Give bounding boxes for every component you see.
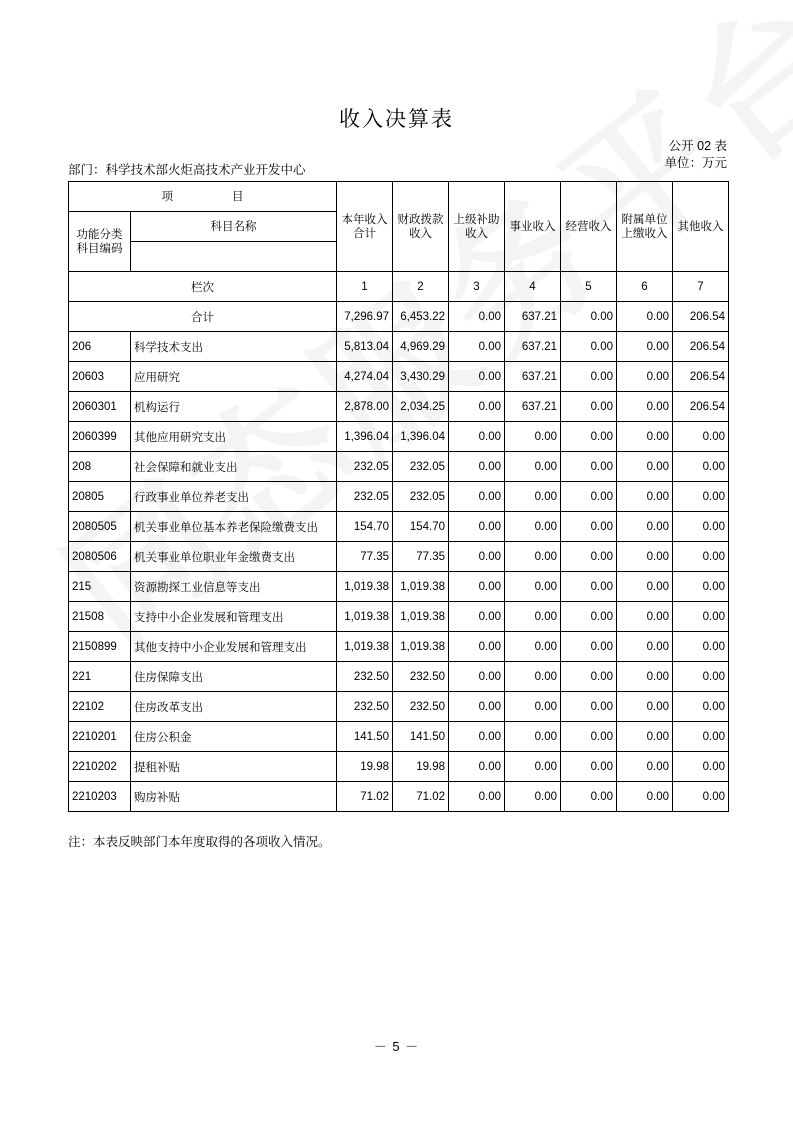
- total-value-4: 637.21: [505, 302, 561, 332]
- table-row: [69, 392, 729, 422]
- row-value-6: 0.00: [617, 362, 673, 392]
- column-number-6: 6: [617, 272, 673, 302]
- row-value-2: 154.70: [393, 512, 449, 542]
- row-value-1: 154.70: [337, 512, 393, 542]
- header-item-cell: 项 目: [69, 182, 337, 212]
- row-value-2: 232.50: [393, 662, 449, 692]
- row-value-5: 0.00: [561, 512, 617, 542]
- row-value-4: 0.00: [505, 482, 561, 512]
- row-value-7: 0.00: [673, 692, 729, 722]
- row-value-1: 71.02: [337, 782, 393, 812]
- row-value-7: 206.54: [673, 362, 729, 392]
- row-subject-name: 住房保障支出: [131, 662, 337, 692]
- row-subject-name: 住房改革支出: [131, 692, 337, 722]
- header-func-code-line2: 科目编码: [76, 242, 123, 255]
- row-value-2: 1,019.38: [393, 572, 449, 602]
- row-value-3: 0.00: [449, 782, 505, 812]
- row-value-2: 1,019.38: [393, 632, 449, 662]
- row-value-7: 206.54: [673, 332, 729, 362]
- row-value-7: 206.54: [673, 392, 729, 422]
- row-value-7: 0.00: [673, 752, 729, 782]
- row-subject-name: 科学技术支出: [131, 332, 337, 362]
- row-value-1: 232.05: [337, 452, 393, 482]
- header-col-5: 经营收入: [561, 182, 617, 272]
- row-value-2: 77.35: [393, 542, 449, 572]
- row-value-2: 19.98: [393, 752, 449, 782]
- row-value-3: 0.00: [449, 512, 505, 542]
- row-func-code: 221: [69, 662, 131, 692]
- row-value-5: 0.00: [561, 362, 617, 392]
- row-value-4: 637.21: [505, 392, 561, 422]
- row-value-4: 0.00: [505, 722, 561, 752]
- row-value-1: 141.50: [337, 722, 393, 752]
- row-value-7: 0.00: [673, 722, 729, 752]
- table-row: [69, 362, 729, 392]
- row-value-5: 0.00: [561, 692, 617, 722]
- row-value-4: 0.00: [505, 512, 561, 542]
- row-value-4: 0.00: [505, 542, 561, 572]
- row-value-4: 0.00: [505, 752, 561, 782]
- row-value-4: 0.00: [505, 452, 561, 482]
- row-value-5: 0.00: [561, 482, 617, 512]
- header-subject-name-cell: 科目名称: [131, 212, 337, 242]
- row-value-4: 0.00: [505, 692, 561, 722]
- row-value-7: 0.00: [673, 662, 729, 692]
- row-value-2: 141.50: [393, 722, 449, 752]
- total-value-6: 0.00: [617, 302, 673, 332]
- column-number-row: [69, 272, 729, 302]
- row-value-2: 1,396.04: [393, 422, 449, 452]
- row-value-1: 232.05: [337, 482, 393, 512]
- row-value-5: 0.00: [561, 452, 617, 482]
- table-row: [69, 332, 729, 362]
- column-number-4: 4: [505, 272, 561, 302]
- row-value-1: 77.35: [337, 542, 393, 572]
- row-value-3: 0.00: [449, 542, 505, 572]
- header-col-3: 上级补助收入: [449, 182, 505, 272]
- income-final-accounts-table: [68, 181, 729, 812]
- row-value-1: 1,019.38: [337, 632, 393, 662]
- table-body: [69, 182, 729, 812]
- row-value-3: 0.00: [449, 692, 505, 722]
- row-value-6: 0.00: [617, 542, 673, 572]
- table-row: [69, 482, 729, 512]
- row-value-6: 0.00: [617, 422, 673, 452]
- row-subject-name: 社会保障和就业支出: [131, 452, 337, 482]
- row-subject-name: 机关事业单位基本养老保险缴费支出: [131, 512, 337, 542]
- row-value-6: 0.00: [617, 332, 673, 362]
- row-value-2: 232.05: [393, 452, 449, 482]
- row-value-5: 0.00: [561, 632, 617, 662]
- total-row: [69, 302, 729, 332]
- row-value-3: 0.00: [449, 422, 505, 452]
- row-subject-name: 支持中小企业发展和管理支出: [131, 602, 337, 632]
- department-label: 部门：科学技术部火炬高技术产业开发中心: [68, 163, 306, 177]
- row-subject-name: 住房公积金: [131, 722, 337, 752]
- row-value-5: 0.00: [561, 602, 617, 632]
- table-row: [69, 452, 729, 482]
- row-value-1: 4,274.04: [337, 362, 393, 392]
- row-subject-name: 购房补贴: [131, 782, 337, 812]
- row-value-5: 0.00: [561, 332, 617, 362]
- row-func-code: 2060399: [69, 422, 131, 452]
- row-value-6: 0.00: [617, 452, 673, 482]
- row-func-code: 2060301: [69, 392, 131, 422]
- header-func-code-cell: [69, 212, 131, 272]
- row-value-6: 0.00: [617, 722, 673, 752]
- row-subject-name: 资源勘探工业信息等支出: [131, 572, 337, 602]
- row-value-5: 0.00: [561, 782, 617, 812]
- row-value-7: 0.00: [673, 632, 729, 662]
- row-value-7: 0.00: [673, 422, 729, 452]
- row-value-3: 0.00: [449, 722, 505, 752]
- row-value-5: 0.00: [561, 572, 617, 602]
- row-func-code: 206: [69, 332, 131, 362]
- row-value-2: 232.05: [393, 482, 449, 512]
- row-value-4: 637.21: [505, 332, 561, 362]
- header-col-7: 其他收入: [673, 182, 729, 272]
- page-title: 收入决算表: [339, 108, 454, 131]
- header-row-1: [69, 182, 729, 212]
- row-func-code: 2080505: [69, 512, 131, 542]
- row-value-6: 0.00: [617, 512, 673, 542]
- row-subject-name: 行政事业单位养老支出: [131, 482, 337, 512]
- row-value-6: 0.00: [617, 782, 673, 812]
- header-func-code-line1: 功能分类: [76, 228, 123, 241]
- row-value-1: 19.98: [337, 752, 393, 782]
- row-value-5: 0.00: [561, 722, 617, 752]
- row-func-code: 215: [69, 572, 131, 602]
- table-row: [69, 662, 729, 692]
- row-value-4: 0.00: [505, 782, 561, 812]
- row-value-5: 0.00: [561, 422, 617, 452]
- row-value-2: 1,019.38: [393, 602, 449, 632]
- table-row: [69, 752, 729, 782]
- row-value-3: 0.00: [449, 752, 505, 782]
- total-label: 合计: [69, 302, 337, 332]
- public-code: 公开 02 表: [668, 139, 727, 153]
- row-value-5: 0.00: [561, 392, 617, 422]
- document-meta: [664, 138, 727, 172]
- column-number-7: 7: [673, 272, 729, 302]
- row-func-code: 22102: [69, 692, 131, 722]
- row-value-6: 0.00: [617, 392, 673, 422]
- row-func-code: 20805: [69, 482, 131, 512]
- row-subject-name: 其他应用研究支出: [131, 422, 337, 452]
- row-value-3: 0.00: [449, 392, 505, 422]
- column-number-2: 2: [393, 272, 449, 302]
- column-number-5: 5: [561, 272, 617, 302]
- total-value-2: 6,453.22: [393, 302, 449, 332]
- row-value-6: 0.00: [617, 662, 673, 692]
- row-value-3: 0.00: [449, 662, 505, 692]
- table-row: [69, 602, 729, 632]
- table-row: [69, 422, 729, 452]
- row-value-4: 0.00: [505, 422, 561, 452]
- row-value-1: 1,019.38: [337, 602, 393, 632]
- row-value-6: 0.00: [617, 752, 673, 782]
- table-row: [69, 692, 729, 722]
- column-label-cell: 栏次: [69, 272, 337, 302]
- row-value-1: 2,878.00: [337, 392, 393, 422]
- header-col-1: 本年收入合计: [337, 182, 393, 272]
- row-subject-name: 应用研究: [131, 362, 337, 392]
- total-value-1: 7,296.97: [337, 302, 393, 332]
- header-col-4: 事业收入: [505, 182, 561, 272]
- row-value-6: 0.00: [617, 572, 673, 602]
- header-col-2: 财政拨款收入: [393, 182, 449, 272]
- row-func-code: 2210201: [69, 722, 131, 752]
- row-subject-name: 机构运行: [131, 392, 337, 422]
- row-func-code: 2210203: [69, 782, 131, 812]
- row-func-code: 2080506: [69, 542, 131, 572]
- row-value-1: 232.50: [337, 662, 393, 692]
- row-value-4: 0.00: [505, 572, 561, 602]
- header-col-6: 附属单位上缴收入: [617, 182, 673, 272]
- page-number: － 5 －: [373, 1039, 420, 1054]
- row-func-code: 2150899: [69, 632, 131, 662]
- row-func-code: 20603: [69, 362, 131, 392]
- row-value-3: 0.00: [449, 482, 505, 512]
- row-func-code: 208: [69, 452, 131, 482]
- total-value-7: 206.54: [673, 302, 729, 332]
- table-row: [69, 782, 729, 812]
- row-value-1: 1,019.38: [337, 572, 393, 602]
- column-number-3: 3: [449, 272, 505, 302]
- row-value-2: 232.50: [393, 692, 449, 722]
- table-row: [69, 572, 729, 602]
- row-value-7: 0.00: [673, 542, 729, 572]
- total-value-5: 0.00: [561, 302, 617, 332]
- row-value-7: 0.00: [673, 452, 729, 482]
- row-value-1: 5,813.04: [337, 332, 393, 362]
- table-row: [69, 512, 729, 542]
- row-func-code: 21508: [69, 602, 131, 632]
- row-value-6: 0.00: [617, 482, 673, 512]
- row-value-2: 3,430.29: [393, 362, 449, 392]
- total-value-3: 0.00: [449, 302, 505, 332]
- row-value-7: 0.00: [673, 602, 729, 632]
- row-value-7: 0.00: [673, 512, 729, 542]
- row-subject-name: 机关事业单位职业年金缴费支出: [131, 542, 337, 572]
- row-value-3: 0.00: [449, 362, 505, 392]
- row-value-3: 0.00: [449, 602, 505, 632]
- row-value-3: 0.00: [449, 572, 505, 602]
- row-value-2: 2,034.25: [393, 392, 449, 422]
- header-subject-name-blank: [131, 242, 337, 272]
- row-value-4: 0.00: [505, 632, 561, 662]
- table-row: [69, 542, 729, 572]
- row-value-4: 637.21: [505, 362, 561, 392]
- row-value-6: 0.00: [617, 692, 673, 722]
- table-note: 注：本表反映部门本年度取得的各项收入情况。: [68, 835, 331, 849]
- row-value-5: 0.00: [561, 662, 617, 692]
- column-number-1: 1: [337, 272, 393, 302]
- row-value-7: 0.00: [673, 572, 729, 602]
- row-value-7: 0.00: [673, 782, 729, 812]
- row-subject-name: 其他支持中小企业发展和管理支出: [131, 632, 337, 662]
- unit-label: 单位：万元: [664, 156, 727, 170]
- row-value-2: 71.02: [393, 782, 449, 812]
- table-row: [69, 722, 729, 752]
- row-value-6: 0.00: [617, 602, 673, 632]
- row-value-1: 232.50: [337, 692, 393, 722]
- row-value-1: 1,396.04: [337, 422, 393, 452]
- row-subject-name: 提租补贴: [131, 752, 337, 782]
- row-value-4: 0.00: [505, 662, 561, 692]
- row-value-5: 0.00: [561, 542, 617, 572]
- row-value-2: 4,969.29: [393, 332, 449, 362]
- row-value-3: 0.00: [449, 632, 505, 662]
- row-value-7: 0.00: [673, 482, 729, 512]
- row-value-3: 0.00: [449, 452, 505, 482]
- row-value-3: 0.00: [449, 332, 505, 362]
- row-func-code: 2210202: [69, 752, 131, 782]
- row-value-6: 0.00: [617, 632, 673, 662]
- row-value-4: 0.00: [505, 602, 561, 632]
- row-value-5: 0.00: [561, 752, 617, 782]
- table-row: [69, 632, 729, 662]
